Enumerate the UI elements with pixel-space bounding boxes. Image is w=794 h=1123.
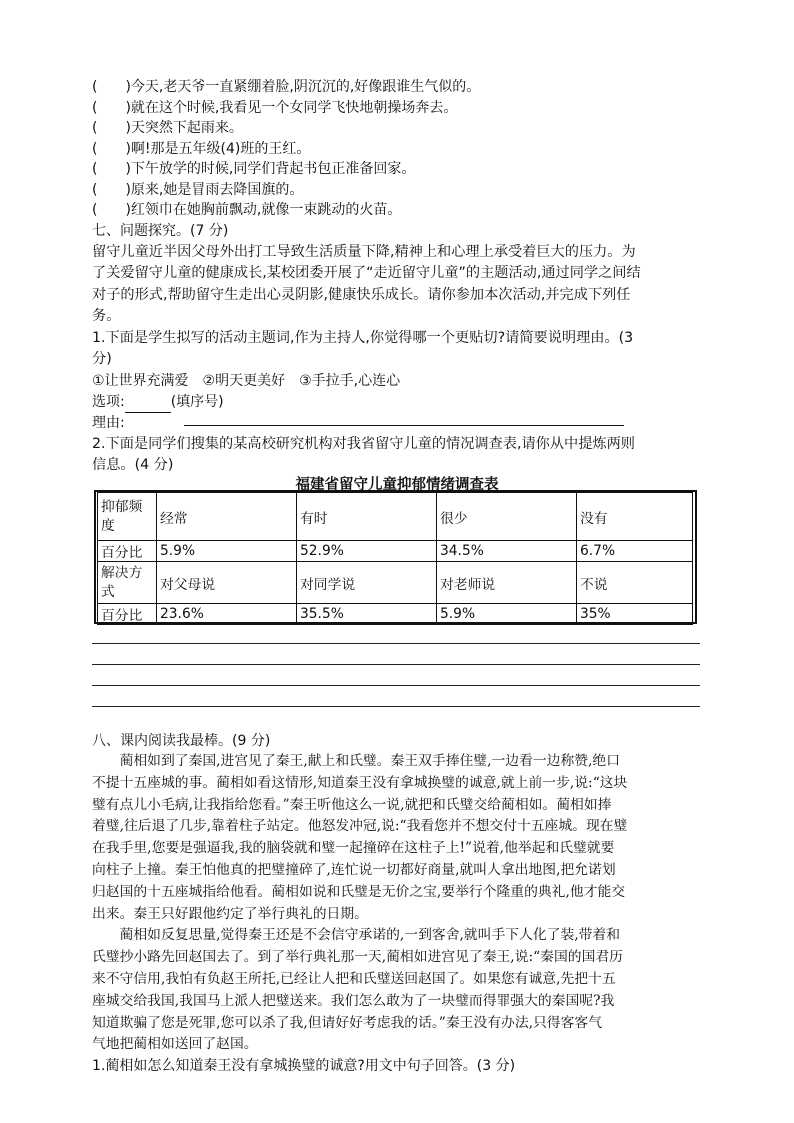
table-cell: 52.9% [297,541,437,562]
passage-line: 璧有点儿小毛病,让我指给您看。”秦王听他这么一说,就把和氏璧交给蔺相如。蔺相如捧 [92,796,612,813]
choice-blank[interactable] [125,397,171,413]
section-7-intro [92,242,702,328]
table-cell: 没有 [577,493,693,541]
cell-text: 抑郁频 [101,498,143,515]
ordering-item: ( )红领巾在她胸前飘动,就像一束跳动的火苗。 [92,202,402,218]
table-cell: 35.5% [297,604,437,625]
reading-passage [92,751,702,1056]
passage-line: 座城交给我国,我国马上派人把璧送来。我们怎么敢为了一块璧而得罪强大的秦国呢?我 [92,992,615,1009]
table-cell: 经常 [157,493,297,541]
cell-text: 度 [101,517,115,534]
ordering-item: ( )下午放学的时候,同学们背起书包正准备回家。 [92,161,416,177]
table-cell: 不说 [577,562,693,604]
table-cell: 6.7% [577,541,693,562]
table-cell: 百分比 [98,604,157,625]
table-cell: 有时 [297,493,437,541]
question-1-line: 分) [92,351,112,367]
intro-line: 留守儿童近半因父母外出打工导致生活质量下降,精神上和心理上承受着巨大的压力。为 [92,243,636,260]
intro-line: 对子的形式,帮助留守生走出心灵阴影,健康快乐成长。请你参加本次活动,并完成下列任 [92,286,631,303]
reason-answer-line[interactable] [184,425,624,426]
question-2-line: 2.下面是同学们搜集的某高校研究机构对我省留守儿童的情况调查表,请你从中提炼两则 [92,435,635,452]
answer-line[interactable] [92,685,700,686]
intro-line: 了关爱留守儿童的健康成长,某校团委开展了“走近留守儿童”的主题活动,通过同学之间结 [92,265,641,281]
table-cell: 对父母说 [157,562,297,604]
table-cell: 对同学说 [297,562,437,604]
passage-line: 归赵国的十五座城指给他看。蔺相如说和氏璧是无价之宝,要举行个隆重的典礼,他才能交 [92,883,626,900]
reason-row [92,413,702,434]
cell-text: 解决方 [101,564,143,581]
passage-line: 着璧,往后退了几步,靠着柱子站定。他怒发冲冠,说:“我看您并不想交付十五座城。现在璧 [92,818,628,835]
passage-line: 知道欺骗了您是死罪,您可以杀了我,但请好好考虑我的话。”秦王没有办法,只得客客气 [92,1014,602,1031]
theme-options: ①让世界充满爱 ②明天更美好 ③手拉手,心连心 [92,372,401,389]
table-row [98,541,693,562]
ordering-list [92,77,702,221]
ordering-item: ( )今天,老天爷一直紧绷着脸,阴沉沉的,好像跟谁生气似的。 [92,79,481,95]
table-row [98,604,693,625]
table-cell: 35% [577,604,693,625]
table-row [98,562,693,604]
passage-line: 蔺相如到了秦国,进宫见了秦王,献上和氏璧。秦王双手捧住璧,一边看一边称赞,绝口 [92,753,621,769]
answer-line[interactable] [92,643,700,644]
table-cell: 34.5% [437,541,577,562]
section-7-heading: 七、问题探究。(7 分) [92,223,229,239]
table-cell: 百分比 [98,541,157,562]
question-2 [92,434,702,477]
passage-line: 不提十五座城的事。蔺相如看这情形,知道秦王没有拿城换璧的诚意,就上前一步,说:“这块 [92,774,628,791]
question-1-line: 1.下面是学生拟写的活动主题词,作为主持人,你觉得哪一个更贴切?请简要说明理由。(3 [92,329,634,346]
cell-text: 式 [101,583,115,600]
section-7 [92,221,702,477]
table-cell [98,493,157,541]
table-cell: 5.9% [157,541,297,562]
choice-hint: (填序号) [170,393,224,410]
table-cell: 对老师说 [437,562,577,604]
intro-line: 务。 [92,308,121,324]
reason-label: 理由: [92,414,125,431]
table-cell: 5.9% [437,604,577,625]
passage-line: 出来。秦王只好跟他约定了举行典礼的日期。 [92,905,368,922]
table-cell [98,562,157,604]
passage-line: 氏璧抄小路先回赵国去了。到了举行典礼那一天,蔺相如进宫见了秦王,说:“秦国的国君历 [92,949,623,966]
passage-line: 在我手里,您要是强逼我,我的脑袋就和璧一起撞碎在这柱子上!”说着,他举起和氏璧就要 [92,840,615,857]
question-2-line: 信息。(4 分) [92,457,174,473]
section-8-heading: 八、课内阅读我最棒。(9 分) [92,733,271,749]
answer-line[interactable] [92,664,700,665]
choice-row [92,392,702,413]
ordering-item: ( )就在这个时候,我看见一个女同学飞快地朝操场奔去。 [92,99,458,116]
question-1 [92,328,702,371]
answer-line[interactable] [92,706,700,707]
survey-table [97,492,693,625]
ordering-item: ( )原来,她是冒雨去降国旗的。 [92,181,304,198]
table-cell: 23.6% [157,604,297,625]
table-row [98,493,693,541]
ordering-item: ( )啊!那是五年级(4)班的王红。 [92,140,311,157]
ordering-item: ( )天突然下起雨来。 [92,120,243,136]
passage-line: 气地把蔺相如送回了赵国。 [92,1036,258,1053]
passage-line: 向柱子上撞。秦王怕他真的把璧撞碎了,连忙说一切都好商量,就叫人拿出地图,把允诺划 [92,861,616,878]
section-8-question-1: 1.蔺相如怎么知道秦王没有拿城换璧的诚意?用文中句子回答。(3 分) [92,1058,516,1074]
table-cell: 很少 [437,493,577,541]
passage-line: 蔺相如反复思量,觉得秦王还是不会信守承诺的,一到客舍,就叫手下人化了装,带着和 [92,927,621,944]
choice-label: 选项: [92,393,125,410]
passage-line: 来不守信用,我怕有负赵王所托,已经让人把和氏璧送回赵国了。如果您有诚意,先把十五 [92,970,616,987]
table-title: 福建省留守儿童抑郁情绪调查表 [295,477,499,493]
